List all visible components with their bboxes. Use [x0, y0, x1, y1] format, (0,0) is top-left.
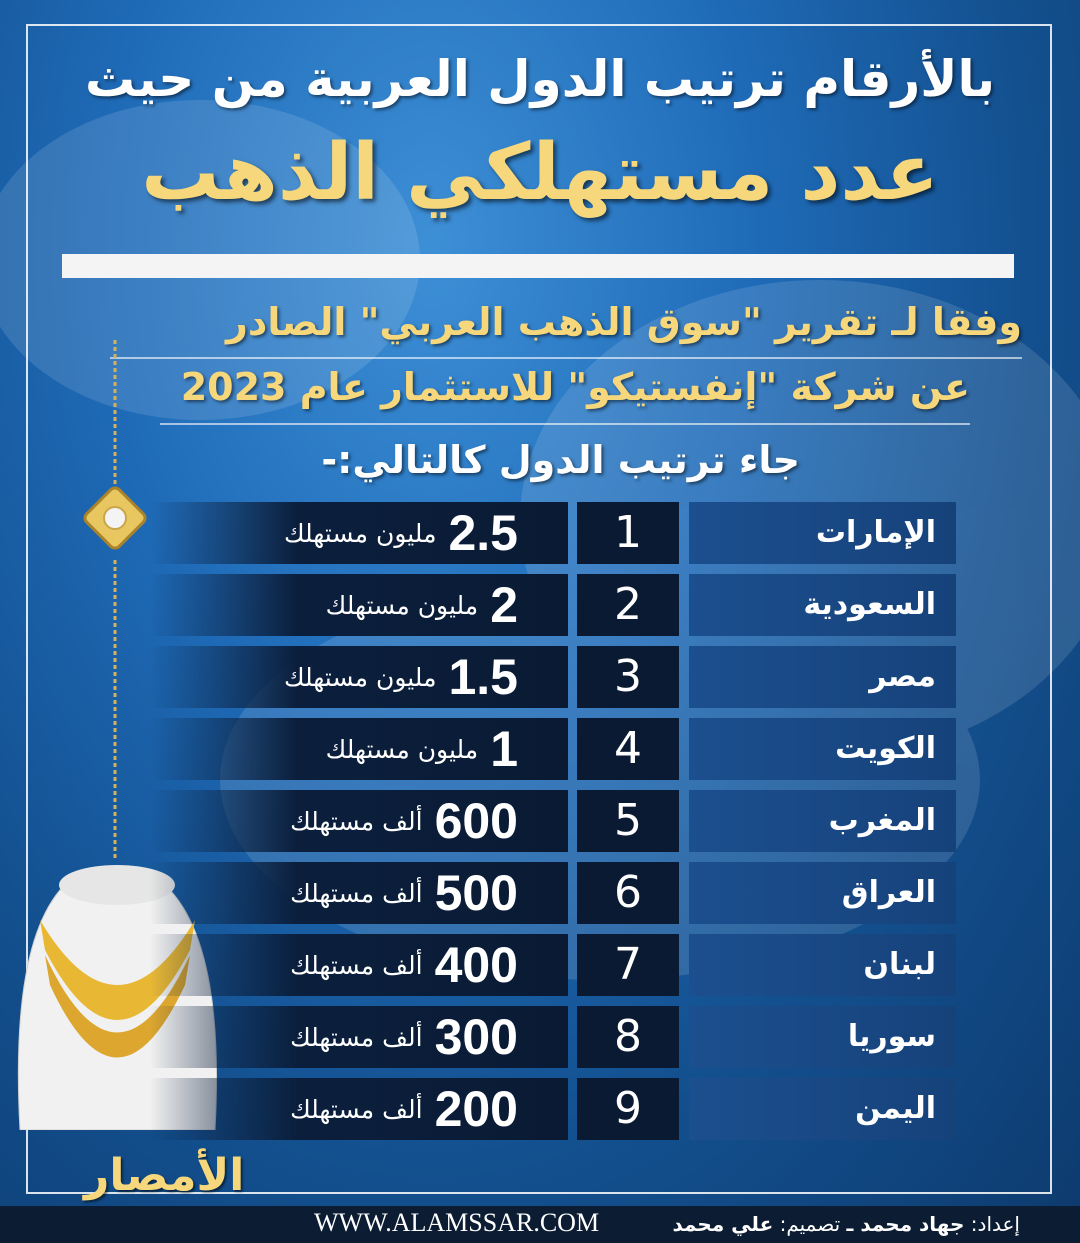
value-cell [150, 574, 568, 636]
country-cell [689, 1078, 956, 1140]
consumer-count: 2.5 [448, 505, 518, 561]
headline-line-2: عدد مستهلكي الذهب [141, 128, 939, 218]
country-cell [689, 574, 956, 636]
source-line-1: وفقا لـ تقرير "سوق الذهب العربي" الصادر [226, 300, 1022, 344]
source-line-2: عن شركة "إنفستيكو" للاستثمار عام 2023 [180, 365, 970, 409]
credits-design-label: تصميم: [779, 1212, 841, 1236]
ranking-row [150, 718, 956, 780]
country-name: سوريا [847, 1019, 936, 1054]
ranking-row [150, 862, 956, 924]
consumer-unit: ألف مستهلك [290, 878, 423, 908]
consumer-count: 400 [434, 937, 518, 993]
rank-cell: 4 [577, 718, 679, 780]
consumer-count: 500 [434, 865, 518, 921]
value-group [326, 718, 518, 780]
ranking-row [150, 1078, 956, 1140]
country-name: المغرب [828, 803, 936, 838]
consumer-unit: مليون مستهلك [325, 734, 479, 764]
country-cell [689, 502, 956, 564]
credits-prep-name: جهاد محمد ـ [846, 1212, 965, 1236]
rank-cell: 5 [577, 790, 679, 852]
country-cell [689, 718, 956, 780]
consumer-unit: مليون مستهلك [283, 518, 437, 548]
rank-cell: 2 [577, 574, 679, 636]
headline-line-1: بالأرقام ترتيب الدول العربية من حيث [84, 50, 996, 108]
consumer-unit: مليون مستهلك [325, 590, 479, 620]
value-cell [150, 862, 568, 924]
divider-line [110, 357, 1022, 359]
value-cell [150, 934, 568, 996]
ranking-row [150, 1006, 956, 1068]
value-group [290, 934, 518, 996]
value-group [284, 502, 518, 564]
value-cell [150, 1078, 568, 1140]
value-cell [150, 646, 568, 708]
alamssar-logo: الأمصار [84, 1150, 245, 1201]
divider-line [160, 423, 970, 425]
value-group [290, 1078, 518, 1140]
country-cell [689, 790, 956, 852]
country-cell [689, 1006, 956, 1068]
value-group [284, 646, 518, 708]
value-cell [150, 1006, 568, 1068]
credits-prep-label: إعداد: [970, 1212, 1020, 1236]
value-cell [150, 790, 568, 852]
country-name: اليمن [855, 1091, 936, 1126]
consumer-unit: ألف مستهلك [290, 950, 423, 980]
website-link[interactable]: WWW.ALAMSSAR.COM [314, 1208, 600, 1237]
ranking-row [150, 934, 956, 996]
country-name: لبنان [863, 947, 936, 982]
ranking-row [150, 574, 956, 636]
ranking-row [150, 790, 956, 852]
consumer-unit: ألف مستهلك [290, 806, 423, 836]
consumer-unit: ألف مستهلك [290, 1094, 423, 1124]
value-group [290, 1006, 518, 1068]
country-name: العراق [841, 875, 936, 910]
rank-cell: 1 [577, 502, 679, 564]
value-group [326, 574, 518, 636]
consumer-unit: ألف مستهلك [290, 1022, 423, 1052]
rank-cell: 7 [577, 934, 679, 996]
ranking-row [150, 646, 956, 708]
country-cell [689, 862, 956, 924]
value-cell [150, 718, 568, 780]
divider-bar [62, 254, 1014, 278]
country-name: الكويت [835, 731, 936, 766]
country-name: مصر [869, 659, 936, 694]
rank-cell: 8 [577, 1006, 679, 1068]
consumer-count: 2 [490, 577, 518, 633]
consumer-count: 200 [434, 1081, 518, 1137]
consumer-count: 600 [434, 793, 518, 849]
ranking-row [150, 502, 956, 564]
country-name: السعودية [803, 587, 936, 622]
intro-text: جاء ترتيب الدول كالتالي:- [321, 438, 800, 482]
country-name: الإمارات [815, 515, 936, 550]
consumer-unit: مليون مستهلك [283, 662, 437, 692]
consumer-count: 300 [434, 1009, 518, 1065]
credits-design-name: علي محمد [672, 1212, 774, 1236]
value-group [290, 862, 518, 924]
value-group [290, 790, 518, 852]
rank-cell: 9 [577, 1078, 679, 1140]
value-cell [150, 502, 568, 564]
rank-cell: 3 [577, 646, 679, 708]
country-cell [689, 646, 956, 708]
consumer-count: 1.5 [448, 649, 518, 705]
credits [672, 1212, 1020, 1236]
country-cell [689, 934, 956, 996]
consumer-count: 1 [490, 721, 518, 777]
rank-cell: 6 [577, 862, 679, 924]
